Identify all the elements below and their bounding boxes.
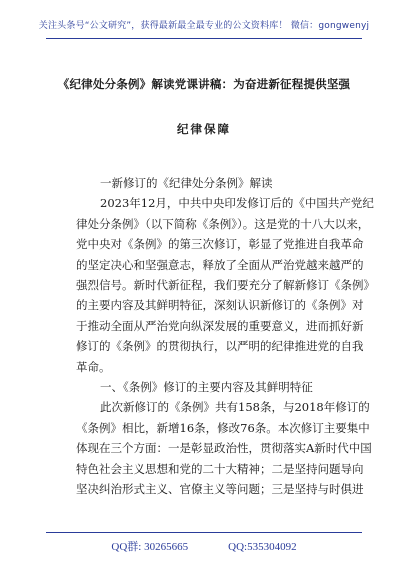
body-line: 坚决纠治形式主义、官僚主义等问题；三是坚持与时俱进 [76,482,364,497]
section-heading: 一、《条例》修订的主要内容及其鲜明特征 [100,380,313,395]
document-subtitle: 纪律保障 [177,122,231,136]
body-line: 体现在三个方面：一是彰显政治性，贯彻落实A新时代中国 [76,441,372,456]
footer-qq: QQ:535304092 [228,541,297,553]
footer-divider [46,532,362,533]
body-line: 律处分条例》（以下简称《条例》）。这是党的十八大以来， [76,216,370,231]
body-line: 的主要内容及其鲜明特征，深刻认识新修订的《条例》对 [76,298,364,313]
body-line: 《条例》相比，新增16条，修改76条。本次修订主要集中 [76,420,370,435]
footer [0,538,408,554]
body-line: 此次新修订的《条例》共有158条，与2018年修订的 [100,400,370,415]
body-line: 于推动全面从严治党向纵深发展的重要意义，进而抓好新 [76,318,364,333]
section-heading: 一新修订的《纪律处分条例》解读 [100,176,273,190]
body-line: 特色社会主义思想和党的二十大精神；二是坚持问题导向 [76,461,364,476]
document-title: 《纪律处分条例》解读党课讲稿：为奋进新征程提供坚强 [57,77,351,91]
body-line: 革命。 [76,359,111,374]
header-banner: 关注头条号“公文研究”，获得最新最全最专业的公文资料库！ 微信：gongwenyj [38,21,370,31]
document-body [76,173,375,500]
body-line: 党中央对《条例》的第三次修订，彰显了党推进自我革命 [76,237,364,252]
header-divider [46,38,362,39]
body-line: 2023年12月，中共中央印发修订后的《中国共产党纪 [100,196,374,211]
footer-qq-group: QQ群: 30265665 [111,541,189,553]
body-line: 的坚定决心和坚强意志，释放了全面从严治党越来越严的 [76,257,364,272]
body-line: 修订的《条例》的贯彻执行，以严明的纪律推进党的自我 [76,339,364,354]
body-line: 强烈信号。新时代新征程，我们要充分了解新修订《条例》 [76,278,375,293]
